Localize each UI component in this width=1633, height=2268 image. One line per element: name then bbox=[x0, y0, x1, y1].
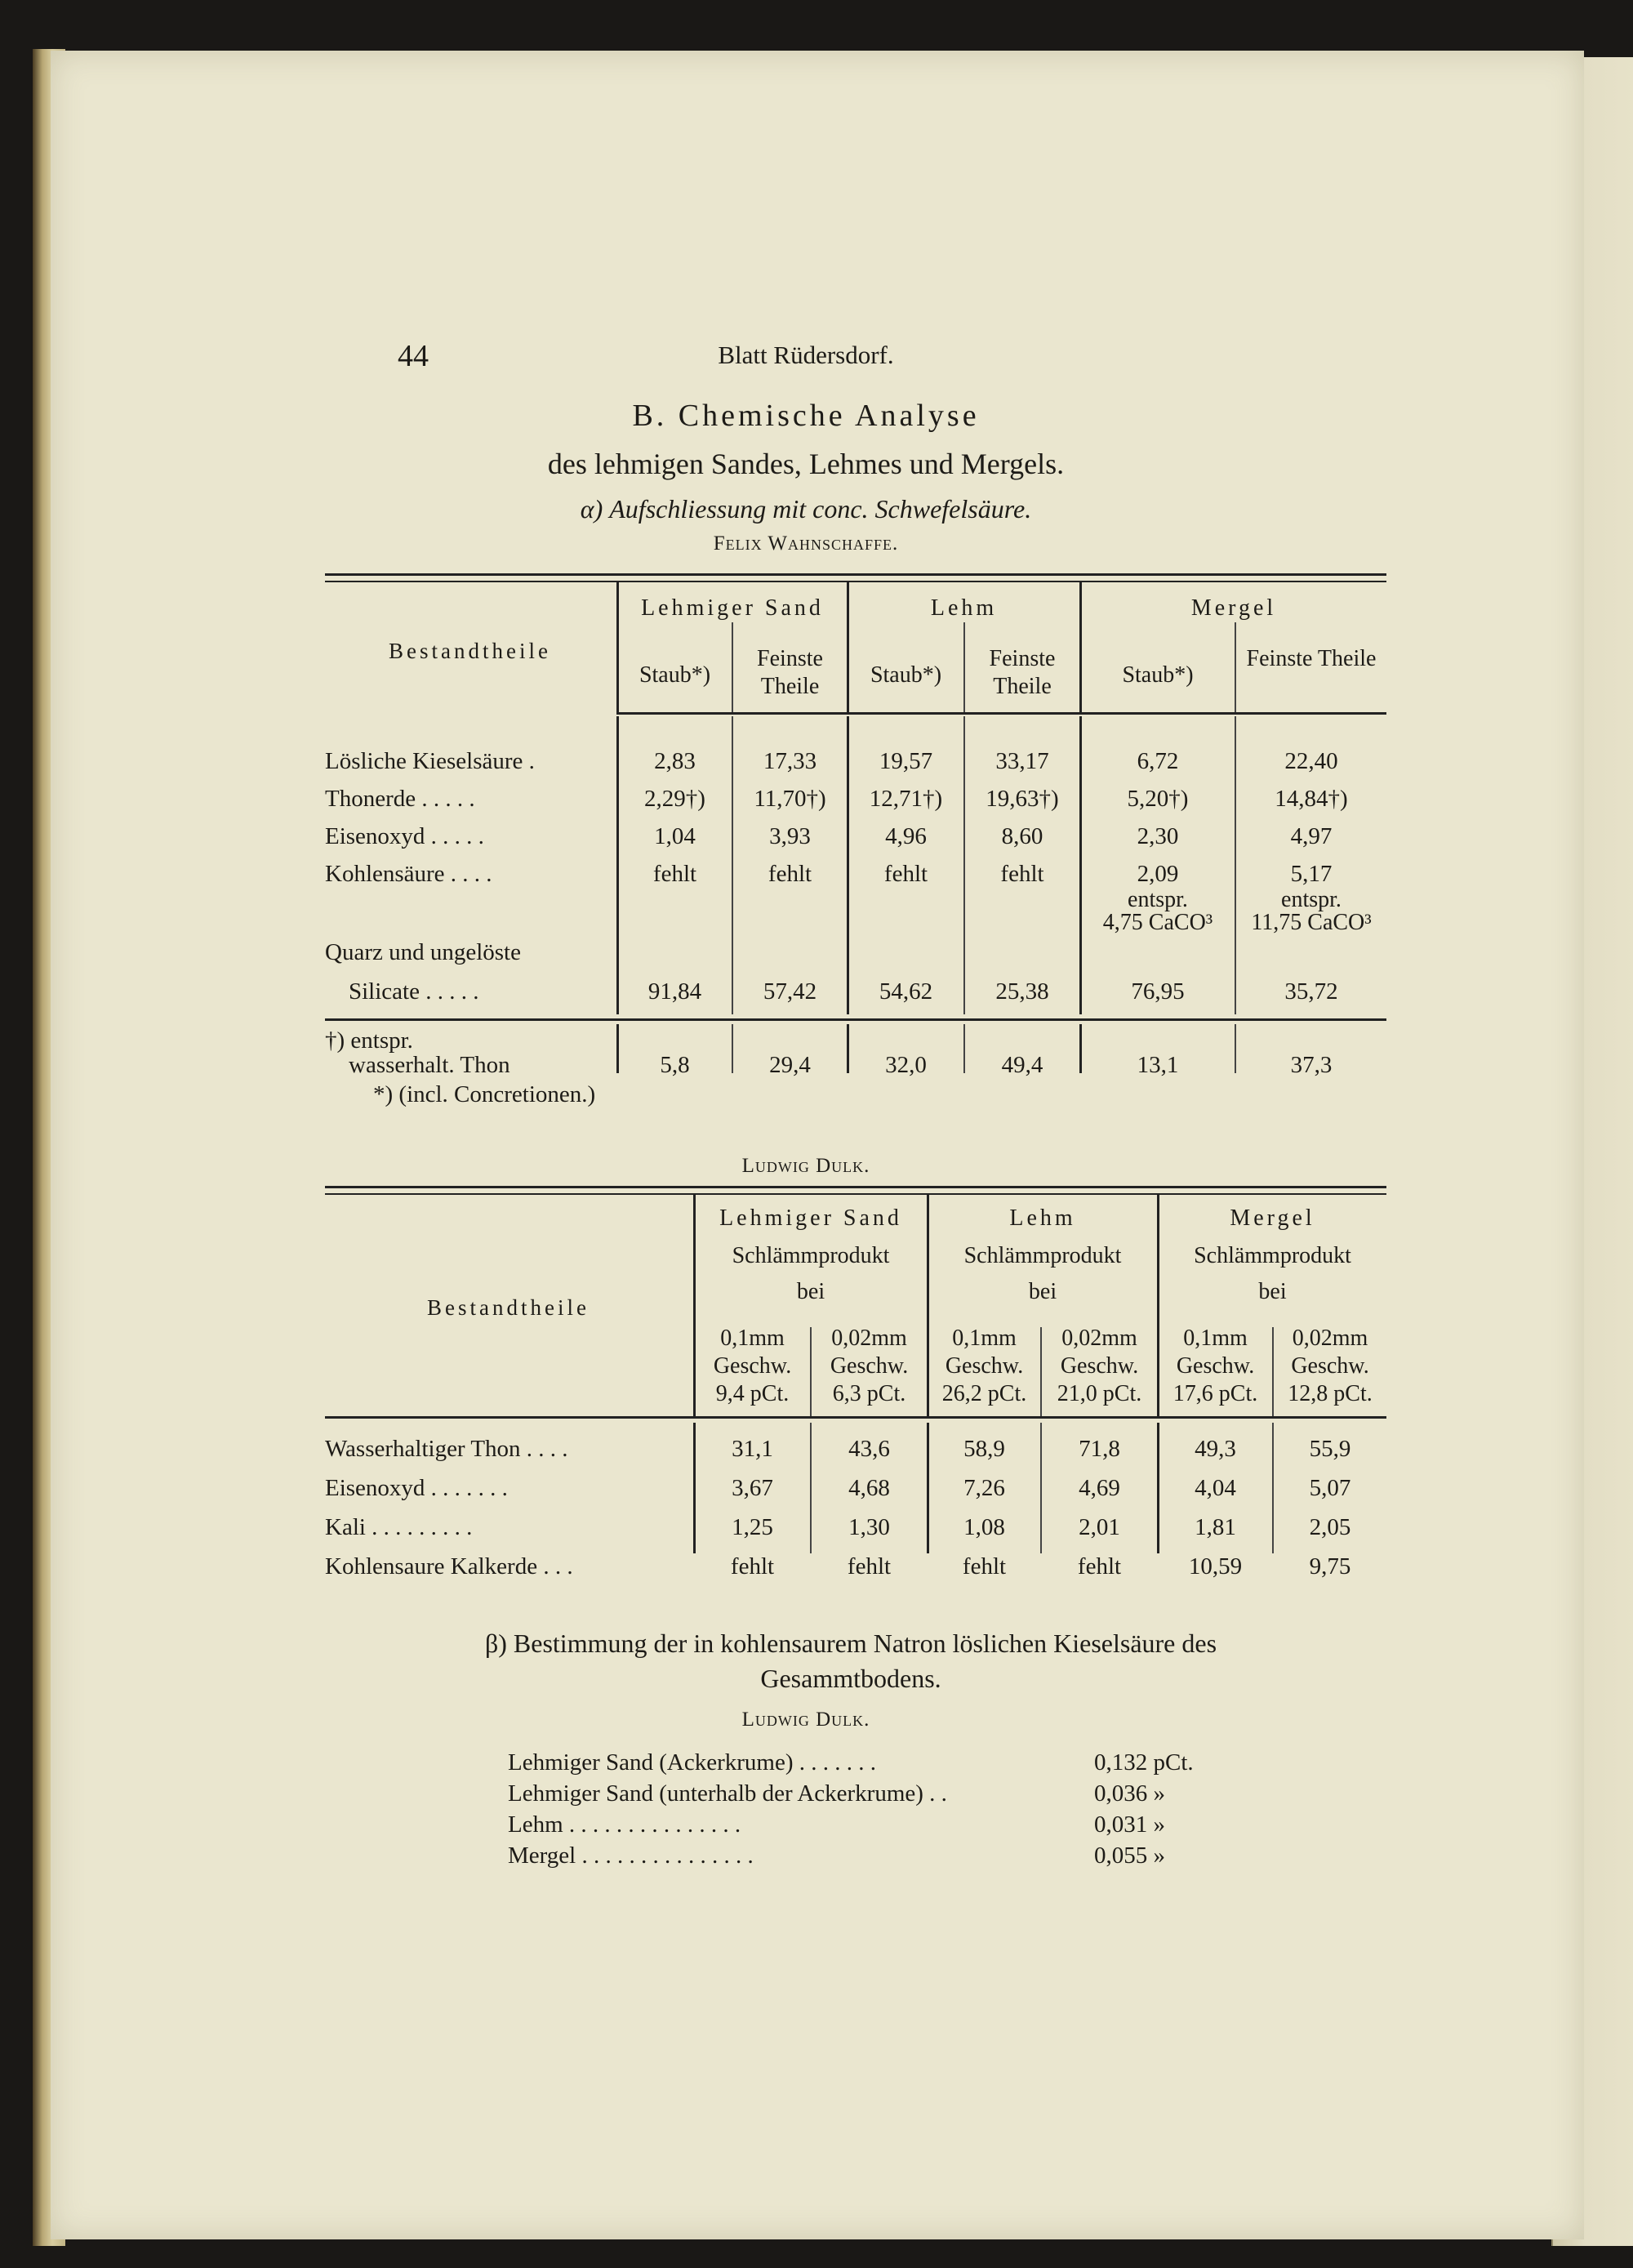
table1-group-lehmiger-sand: Lehmiger Sand bbox=[641, 595, 824, 621]
table2-row-label: Kali . . . . . . . . . bbox=[325, 1514, 473, 1540]
table2-group-sub: Schlämmprodukt bbox=[1194, 1243, 1351, 1268]
table2-subheader: 0,1mm Geschw. 26,2 pCt. bbox=[941, 1326, 1027, 1406]
table1-col0-header: Bestandtheile bbox=[389, 639, 551, 663]
table2-cell: fehlt bbox=[730, 1553, 775, 1580]
table2-subheader: 0,1mm Geschw. 17,6 pCt. bbox=[1172, 1326, 1258, 1406]
list-item-value: 0,055 » bbox=[1094, 1842, 1165, 1869]
table1-cell: 54,62 bbox=[879, 978, 933, 1005]
table2-group-bei: bei bbox=[796, 1279, 825, 1304]
page-subtitle: des lehmigen Sandes, Lehmes und Mergels. bbox=[547, 448, 1065, 480]
running-head: Blatt Rüdersdorf. bbox=[718, 341, 894, 369]
section-alpha: α) Aufschliessung mit conc. Schwefelsäure. bbox=[580, 494, 1032, 524]
table1-cell: 22,40 bbox=[1284, 748, 1338, 774]
table2-group-sub: Schlämmprodukt bbox=[963, 1243, 1122, 1268]
author-dulk-1: Ludwig Dulk. bbox=[741, 1155, 870, 1177]
table2-cell: 2,05 bbox=[1309, 1514, 1351, 1540]
table1-cell: 8,60 bbox=[1001, 823, 1043, 849]
table1-subheader: Feinste Theile bbox=[757, 646, 823, 699]
table2-cell: 4,69 bbox=[1079, 1475, 1120, 1501]
table2-row-label: Eisenoxyd . . . . . . . bbox=[325, 1475, 508, 1501]
table2-cell: 58,9 bbox=[963, 1436, 1005, 1462]
table1-footnote-cell: 29,4 bbox=[769, 1052, 811, 1078]
section-beta-line2: Gesammtbodens. bbox=[760, 1664, 941, 1693]
table1-cell: 11,70†) bbox=[754, 786, 826, 812]
table1-row-label: Kohlensäure . . . . bbox=[325, 861, 492, 887]
table1-cell: 91,84 bbox=[647, 978, 702, 1005]
table1-cell: fehlt bbox=[1000, 861, 1044, 887]
table1-cell: 76,95 bbox=[1131, 978, 1185, 1005]
table1-entspr: entspr. bbox=[1281, 887, 1342, 912]
table2-cell: fehlt bbox=[1077, 1553, 1122, 1580]
table1-cell: 19,63†) bbox=[986, 786, 1059, 812]
table2-cell: 43,6 bbox=[848, 1436, 890, 1462]
table1-row-label: Silicate . . . . . bbox=[349, 978, 479, 1005]
table1-cell: 5,20†) bbox=[1127, 786, 1189, 812]
page-number: 44 bbox=[398, 339, 429, 373]
table2-col0-header: Bestandtheile bbox=[427, 1295, 590, 1320]
author-wahnschaffe: Felix Wahnschaffe. bbox=[713, 532, 899, 555]
table2-cell: fehlt bbox=[962, 1553, 1007, 1580]
table1-footnote-cell: 13,1 bbox=[1137, 1052, 1179, 1078]
table1-subheader: Feinste Theile bbox=[989, 646, 1056, 699]
table2-subheader: 0,02mm Geschw. 21,0 pCt. bbox=[1057, 1326, 1142, 1406]
table2-cell: fehlt bbox=[847, 1553, 892, 1580]
table2-cell: 3,67 bbox=[732, 1475, 773, 1501]
table1-cell: 17,33 bbox=[763, 748, 817, 774]
table2-row-label: Wasserhaltiger Thon . . . . bbox=[325, 1436, 568, 1462]
table1-entspr-value: 4,75 CaCO³ bbox=[1102, 910, 1213, 935]
table1-cell: 4,96 bbox=[885, 823, 927, 849]
table2-cell: 5,07 bbox=[1309, 1475, 1351, 1501]
table1-cell: 57,42 bbox=[763, 978, 817, 1005]
table1-cell: 2,29†) bbox=[644, 786, 705, 812]
table2-cell: 1,08 bbox=[963, 1514, 1005, 1540]
table2-cell: 1,25 bbox=[732, 1514, 773, 1540]
section-beta-line1: β) Bestimmung der in kohlensaurem Natron löslichen Kieselsäure des bbox=[484, 1629, 1217, 1658]
table2-group-sub: Schlämmprodukt bbox=[732, 1243, 890, 1268]
table1-cell: 1,04 bbox=[654, 823, 696, 849]
table1-footnote-label: wasserhalt. Thon bbox=[349, 1052, 510, 1078]
table2-cell: 49,3 bbox=[1195, 1436, 1236, 1462]
table2-group-bei: bei bbox=[1258, 1279, 1287, 1304]
table1-cell: 2,30 bbox=[1137, 823, 1179, 849]
table1-footnote-label: †) entspr. bbox=[325, 1027, 413, 1054]
table1-footnote-cell: 37,3 bbox=[1290, 1052, 1333, 1078]
table1-subheader: Staub*) bbox=[1122, 662, 1194, 688]
page bbox=[51, 51, 1584, 2239]
table1-cell: 5,17 bbox=[1290, 861, 1333, 887]
table1-footnote-star: *) (incl. Concretionen.) bbox=[373, 1081, 596, 1107]
table2-group-lehm: Lehm bbox=[1009, 1205, 1076, 1231]
table1-cell: 6,72 bbox=[1137, 748, 1179, 774]
table1-cell: 4,97 bbox=[1290, 823, 1333, 849]
table2-cell: 7,26 bbox=[963, 1475, 1005, 1501]
table1-footnote-cell: 49,4 bbox=[1001, 1052, 1043, 1078]
table2-group-mergel: Mergel bbox=[1230, 1205, 1315, 1231]
table1-cell: 19,57 bbox=[879, 748, 933, 774]
table1-cell: 2,83 bbox=[654, 748, 696, 774]
table1-cell: 3,93 bbox=[769, 823, 811, 849]
table1-cell: 14,84†) bbox=[1275, 786, 1348, 812]
table2-cell: 4,68 bbox=[848, 1475, 890, 1501]
table2-cell: 9,75 bbox=[1309, 1553, 1351, 1580]
table1-cell: 25,38 bbox=[995, 978, 1049, 1005]
table1-cell: fehlt bbox=[768, 861, 812, 887]
list-item-value: 0,031 » bbox=[1094, 1811, 1165, 1838]
table1-footnote-cell: 32,0 bbox=[885, 1052, 927, 1078]
table1-subheader: Staub*) bbox=[870, 662, 942, 688]
table1-cell: 12,71†) bbox=[869, 786, 943, 812]
table2-cell: 31,1 bbox=[732, 1436, 773, 1462]
author-dulk-2: Ludwig Dulk. bbox=[741, 1709, 870, 1731]
list-item-value: 0,132 pCt. bbox=[1094, 1749, 1194, 1776]
table2-cell: 1,30 bbox=[848, 1514, 890, 1540]
table2-cell: 55,9 bbox=[1309, 1436, 1351, 1462]
table1-subheader: Feinste Theile bbox=[1246, 646, 1377, 671]
table2-row-label: Kohlensaure Kalkerde . . . bbox=[325, 1553, 573, 1580]
table1-row-label: Eisenoxyd . . . . . bbox=[325, 823, 484, 849]
table2-cell: 2,01 bbox=[1079, 1514, 1120, 1540]
table1-cell: fehlt bbox=[883, 861, 928, 887]
table2-cell: 1,81 bbox=[1195, 1514, 1236, 1540]
table1-footnote-cell: 5,8 bbox=[660, 1052, 690, 1078]
page-title: B. Chemische Analyse bbox=[632, 399, 980, 433]
table1-cell: 33,17 bbox=[995, 748, 1049, 774]
table1-row-label: Quarz und ungelöste bbox=[325, 939, 521, 965]
table2-subheader: 0,02mm Geschw. 6,3 pCt. bbox=[830, 1326, 909, 1406]
table2-cell: 4,04 bbox=[1195, 1475, 1236, 1501]
table1-subheader: Staub*) bbox=[639, 662, 711, 688]
list-item-value: 0,036 » bbox=[1094, 1780, 1165, 1807]
table2-cell: 71,8 bbox=[1079, 1436, 1120, 1462]
table1-row-label: Lösliche Kieselsäure . bbox=[325, 748, 535, 774]
table2-subheader: 0,1mm Geschw. 9,4 pCt. bbox=[713, 1326, 792, 1406]
table1-cell: 2,09 bbox=[1137, 861, 1179, 887]
list-item-label: Mergel . . . . . . . . . . . . . . . bbox=[508, 1842, 754, 1869]
table1-cell: fehlt bbox=[652, 861, 697, 887]
table1-group-lehm: Lehm bbox=[930, 595, 998, 621]
list-item-label: Lehmiger Sand (Ackerkrume) . . . . . . . bbox=[508, 1749, 876, 1776]
table2-group-lehmiger-sand: Lehmiger Sand bbox=[719, 1205, 902, 1231]
list-item-label: Lehm . . . . . . . . . . . . . . . bbox=[508, 1811, 741, 1838]
table1-group-mergel: Mergel bbox=[1190, 595, 1277, 621]
table2-cell: 10,59 bbox=[1188, 1553, 1243, 1580]
table2-group-bei: bei bbox=[1028, 1279, 1057, 1304]
table2-subheader: 0,02mm Geschw. 12,8 pCt. bbox=[1288, 1326, 1373, 1406]
table1-entspr-value: 11,75 CaCO³ bbox=[1251, 910, 1372, 935]
list-item-label: Lehmiger Sand (unterhalb der Ackerkrume) . . bbox=[508, 1780, 947, 1807]
table1-cell: 35,72 bbox=[1284, 978, 1338, 1005]
table1-entspr: entspr. bbox=[1128, 887, 1188, 912]
table1-row-label: Thonerde . . . . . bbox=[325, 786, 475, 812]
